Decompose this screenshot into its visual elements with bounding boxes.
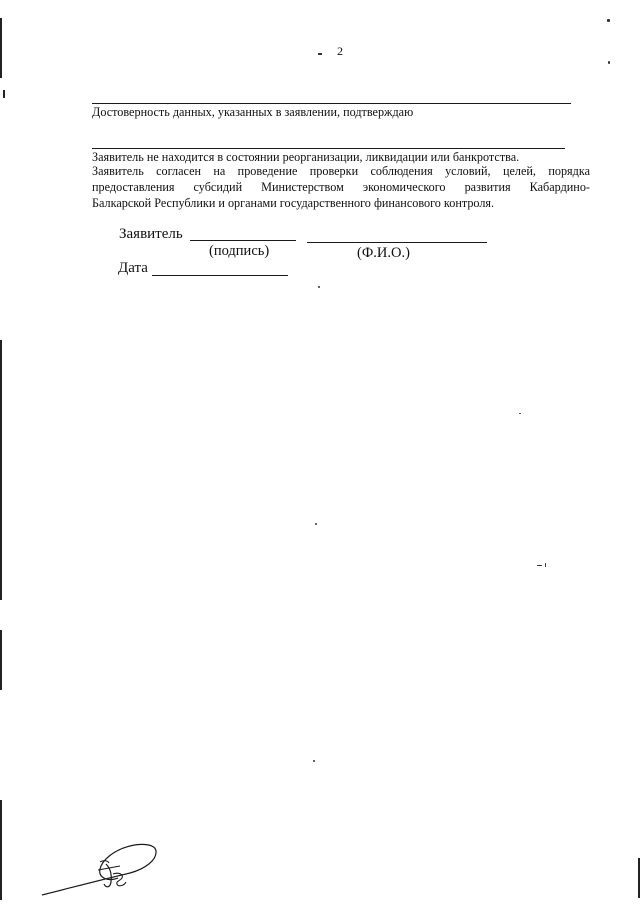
consent-line: предоставления субсидий Министерством экономического развития Кабардино- <box>92 180 590 194</box>
consent-line: Балкарской Республики и органами государственного финансового контроля. <box>92 196 495 210</box>
consent-line: Заявитель согласен на проведение проверки соблюдения условий, целей, порядка <box>92 164 590 178</box>
page-number: 2 <box>337 44 343 58</box>
scan-speck <box>608 61 610 64</box>
date-label: Дата <box>118 260 148 276</box>
scan-edge-mark <box>3 90 5 98</box>
scan-edge-mark <box>0 630 2 690</box>
signature-line <box>190 240 296 241</box>
blank-rule <box>92 148 565 149</box>
date-line <box>152 275 288 276</box>
scan-edge-mark <box>0 340 2 600</box>
applicant-label: Заявитель <box>119 226 183 242</box>
scan-speck <box>607 19 610 22</box>
confirmation-statement: Достоверность данных, указанных в заявлении, подтверждаю <box>92 105 414 119</box>
blank-rule <box>92 103 571 104</box>
scan-speck <box>545 563 546 567</box>
signature-caption: (подпись) <box>209 243 270 259</box>
scan-edge-mark <box>0 800 2 900</box>
handwritten-signature <box>40 838 170 898</box>
name-line <box>307 242 487 243</box>
name-caption: (Ф.И.О.) <box>357 245 410 261</box>
scan-speck <box>318 53 322 55</box>
scan-speck <box>537 565 542 566</box>
status-statement: Заявитель не находится в состоянии реорганизации, ликвидации или банкротства. <box>92 150 520 164</box>
scan-speck <box>315 523 317 525</box>
scan-edge-mark <box>0 18 2 78</box>
scan-speck <box>519 413 521 414</box>
scan-speck <box>313 760 315 762</box>
scan-speck <box>318 286 320 288</box>
